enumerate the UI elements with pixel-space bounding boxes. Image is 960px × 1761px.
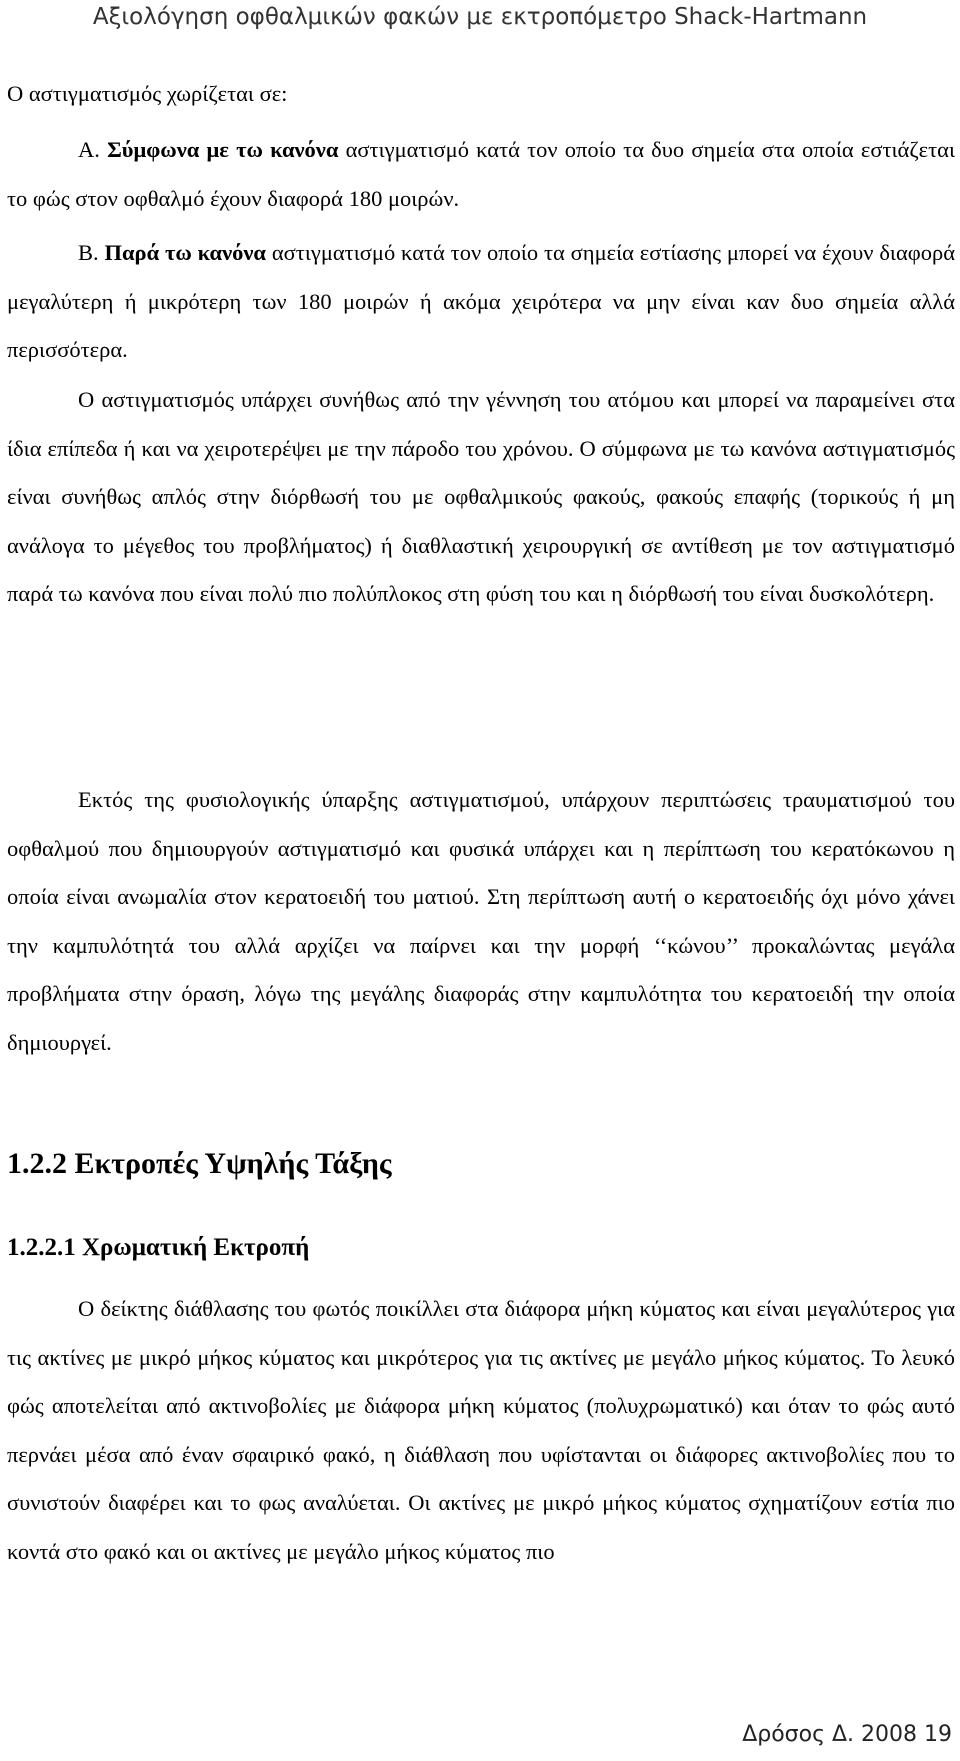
- list-marker: Β.: [78, 240, 99, 265]
- list-text: αστιγματισμό κατά τον οποίο τα σημεία εστίασης μπορεί να έχουν διαφορά μεγαλύτερη ή μικρότερη των 180 μοιρών ή ακόμα χειρότερα να μην είναι καν δυο σημεία αλλά περισσότερα.: [7, 240, 956, 362]
- intro-line: Ο αστιγματισμός χωρίζεται σε:: [7, 81, 288, 106]
- list-term: Παρά τω κανόνα: [104, 240, 266, 265]
- list-term: Σύμφωνα με τω κανόνα: [107, 137, 339, 162]
- list-text: αστιγματισμό κατά τον οποίο τα δυο σημεία στα οποία εστιάζεται το φώς στον οφθαλμό έχουν διαφορά 180 μοιρών.: [7, 137, 955, 211]
- list-item-a: [7, 126, 955, 223]
- list-item-b: [7, 229, 955, 375]
- subsection-heading: 1.2.2.1 Χρωματική Εκτροπή: [7, 1234, 310, 1261]
- paragraph-astigmatism-origin: Ο αστιγματισμός υπάρχει συνήθως από την γέννηση του ατόμου και μπορεί να παραμείνει στα ίδια επίπεδα ή και να χειροτερέψει με την πάροδο του χρόνου. Ο σύμφωνα με τω κανόνα αστιγματισμός είναι συνήθως απλός στην διόρθωσή του με οφθαλμικούς φακούς, φακούς επαφής (τορικούς ή μη ανάλογα το μέγεθος του προβλήματος) ή διαθλαστική χειρουργική σε αντίθεση με τον αστιγματισμό παρά τω κανόνα που είναι πολύ πιο πολύπλοκος στη φύση του και η διόρθωσή του είναι δυσκολότερη.: [7, 387, 955, 606]
- paragraph-keratoconus: Εκτός της φυσιολογικής ύπαρξης αστιγματισμού, υπάρχουν περιπτώσεις τραυματισμού του οφθαλμού που δημιουργούν αστιγματισμό και φυσικά υπάρχει και η περίπτωση του κερατόκωνου η οποία είναι ανωμαλία στον κερατοειδή του ματιού. Στη περίπτωση αυτή ο κερατοειδής όχι μόνο χάνει την καμπυλότητά του αλλά αρχίζει να παίρνει και την μορφή ‘‘κώνου’’ προκαλώντας μεγάλα προβλήματα στην όραση, λόγω της μεγάλης διαφοράς στην καμπυλότητα του κερατοειδή την οποία δημιουργεί.: [7, 787, 955, 1055]
- list-marker: Α.: [78, 137, 100, 162]
- running-header: Αξιολόγηση οφθαλμικών φακών με εκτροπόμετρο Shack-Hartmann: [92, 4, 868, 30]
- paragraph-chromatic-aberration: Ο δείκτης διάθλασης του φωτός ποικίλλει στα διάφορα μήκη κύματος και είναι μεγαλύτερος για τις ακτίνες με μικρό μήκος κύματος και μικρότερος για τις ακτίνες με μεγάλο μήκος κύματος. Το λευκό φώς αποτελείται από ακτινοβολίες με διάφορα μήκη κύματος (πολυχρωματικό) και όταν το φώς αυτό περνάει μέσα από έναν σφαιρικό φακό, η διάθλαση που υφίστανται οι διάφορες ακτινοβολίες που το συνιστούν διαφέρει και το φως αναλύεται. Οι ακτίνες με μικρό μήκος κύματος σχηματίζουν εστία πιο κοντά στο φακό και οι ακτίνες με μεγάλο μήκος κύματος πιο: [7, 1296, 955, 1564]
- section-heading: 1.2.2 Εκτροπές Υψηλής Τάξης: [7, 1147, 392, 1180]
- page-footer: Δρόσος Δ. 2008 19: [742, 1722, 952, 1747]
